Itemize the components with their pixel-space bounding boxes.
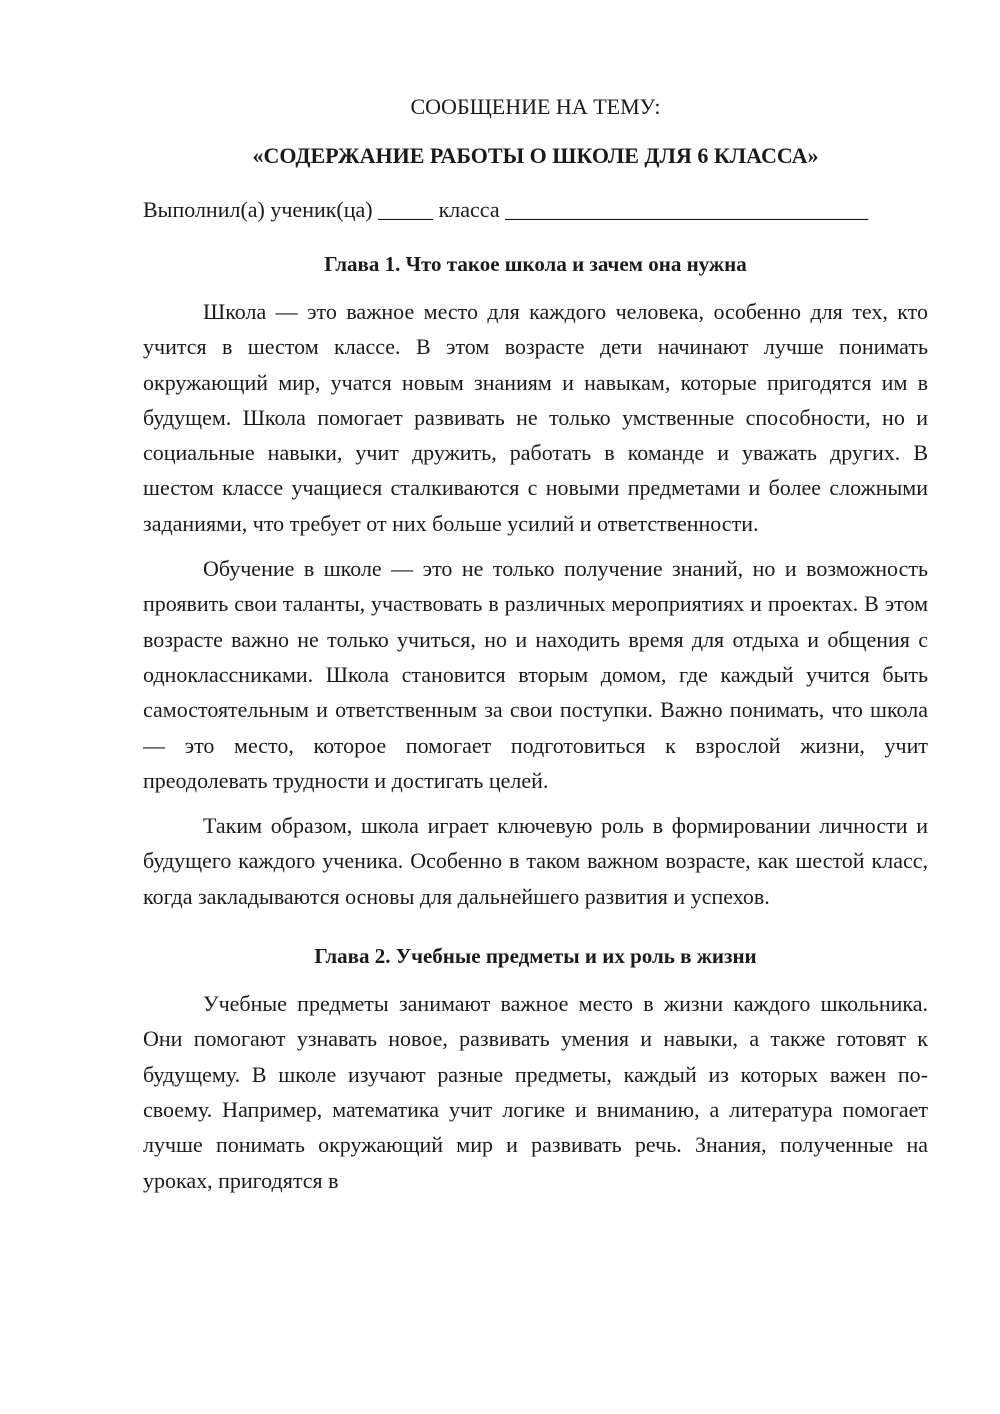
chapter-1-paragraph-3: Таким образом, школа играет ключевую роль в формировании личности и будущего каждого ученика. Особенно в таком важном возрасте, как шестой класс, когда закладываются основы для дальнейшего развития и успехов. (143, 813, 928, 909)
chapter-1-paragraph-2: Обучение в школе — это не только получение знаний, но и возможность проявить свои таланты, участвовать в различных мероприятиях и проектах. В этом возрасте важно не только учиться, но и находить время для отдыха и общения с одноклассниками. Школа становится вторым домом, где каждый учится быть самостоятельным и ответственным за свои поступки. Важно понимать, что школа — это место, которое помогает подготовиться к взрослой жизни, учит преодолевать трудности и достигать целей. (143, 556, 928, 793)
document-title-line-2: «СОДЕРЖАНИЕ РАБОТЫ О ШКОЛЕ ДЛЯ 6 КЛАССА» (252, 143, 819, 168)
chapter-2-heading: Глава 2. Учебные предметы и их роль в жизни (314, 944, 757, 969)
performer-line: Выполнил(а) ученик(ца) _____ класса _________________________________ (143, 197, 869, 222)
document-title-line-1: СООБЩЕНИЕ НА ТЕМУ: (410, 94, 661, 119)
chapter-1-paragraph-1: Школа — это важное место для каждого человека, особенно для тех, кто учится в шестом классе. В этом возрасте дети начинают лучше понимать окружающий мир, учатся новым знаниям и навыкам, которые пригодятся им в будущем. Школа помогает развивать не только умственные способности, но и социальные навыки, учит дружить, работать в команде и уважать других. В шестом классе учащиеся сталкиваются с новыми предметами и более сложными заданиями, что требует от них больше усилий и ответственности. (143, 299, 928, 536)
chapter-2-paragraph-1: Учебные предметы занимают важное место в жизни каждого школьника. Они помогают узнавать новое, развивать умения и навыки, а также готовят к будущему. В школе изучают разные предметы, каждый из которых важен по-своему. Например, математика учит логике и вниманию, а литература помогает лучше понимать окружающий мир и развивать речь. Знания, полученные на уроках, пригодятся в (143, 991, 928, 1193)
document-page (143, 92, 928, 1198)
chapter-1-heading: Глава 1. Что такое школа и зачем она нужна (324, 252, 747, 276)
